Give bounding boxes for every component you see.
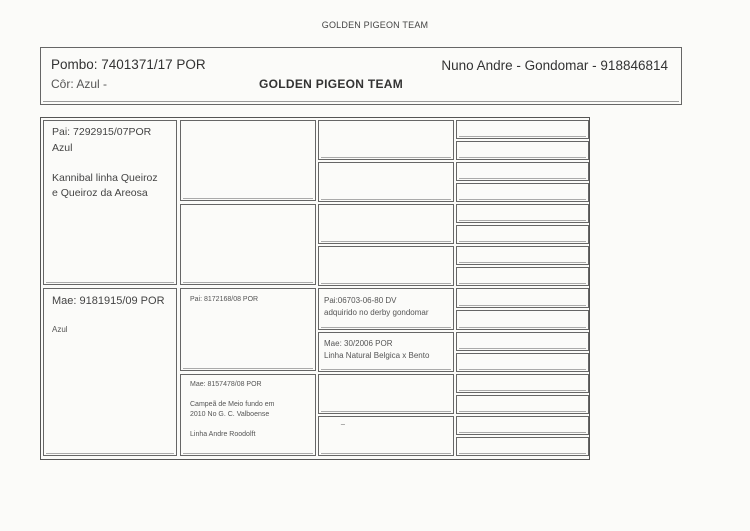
gen3-cell-3 <box>318 204 454 244</box>
gen4-cell-8 <box>456 267 589 286</box>
page-title: GOLDEN PIGEON TEAM <box>321 20 429 30</box>
gen3-cell-1 <box>318 120 454 160</box>
gen4-cell-1 <box>456 120 589 139</box>
gen4-cell-16 <box>456 437 589 456</box>
pigeon-header <box>40 47 682 105</box>
dam-dam-dam-card <box>318 416 454 456</box>
dam-sire-dam-note: Linha Natural Belgica x Bento <box>324 351 430 360</box>
dam-dam-ring: Mae: 8157478/08 POR <box>190 381 262 388</box>
gen3-cell-4 <box>318 246 454 286</box>
dam-dam-line: Linha Andre Roodolft <box>190 431 256 439</box>
sire-ring: Pai: 7292915/07POR <box>52 126 152 138</box>
dam-dam-card <box>180 374 316 456</box>
dam-dam-sire-card <box>318 374 454 414</box>
dam-ring: Mae: 9181915/09 POR <box>52 295 165 307</box>
gen4-cell-9 <box>456 288 589 308</box>
dam-sire-sire-ring: Pai:06703-06-80 DV <box>324 296 397 305</box>
dam-sire-dam-ring: Mae: 30/2006 POR <box>324 339 393 348</box>
gen4-cell-10 <box>456 310 589 330</box>
sire-dam-card <box>180 204 316 285</box>
gen4-cell-7 <box>456 246 589 265</box>
dam-sire-sire-note: adquirido no derby gondomar <box>324 308 429 317</box>
sire-color: Azul <box>52 141 73 154</box>
sire-card <box>43 120 177 285</box>
gen4-cell-15 <box>456 416 589 435</box>
dam-sire-sire-card <box>318 288 454 330</box>
gen4-cell-3 <box>456 162 589 181</box>
sire-note-1: Kannibal linha Queiroz <box>52 171 158 184</box>
dam-card <box>43 288 177 456</box>
gen4-cell-14 <box>456 395 589 414</box>
dam-dam-note-2: 2010 No G. C. Valboense <box>190 411 270 419</box>
dam-color: Azul <box>52 325 68 334</box>
gen3-cell-2 <box>318 162 454 202</box>
gen4-cell-13 <box>456 374 589 393</box>
gen4-cell-11 <box>456 332 589 351</box>
pigeon-ring: Pombo: 7401371/17 POR <box>51 57 206 72</box>
dam-sire-ring: Pai: 8172168/08 POR <box>190 296 259 303</box>
sire-sire-card <box>180 120 316 201</box>
dam-sire-card <box>180 288 316 371</box>
team-name: GOLDEN PIGEON TEAM <box>259 77 404 91</box>
pigeon-color: Côr: Azul - <box>51 77 108 91</box>
gen4-cell-5 <box>456 204 589 223</box>
gen4-cell-6 <box>456 225 589 244</box>
sire-note-2: e Queiroz da Areosa <box>52 187 148 200</box>
dam-dam-dam-dash: _ <box>341 418 345 425</box>
gen4-cell-2 <box>456 141 589 160</box>
gen4-cell-4 <box>456 183 589 202</box>
gen4-cell-12 <box>456 353 589 372</box>
dam-sire-dam-card <box>318 332 454 372</box>
dam-dam-note-1: Campeã de Meio fundo em <box>190 401 275 409</box>
owner-info: Nuno Andre - Gondomar - 918846814 <box>441 58 668 73</box>
